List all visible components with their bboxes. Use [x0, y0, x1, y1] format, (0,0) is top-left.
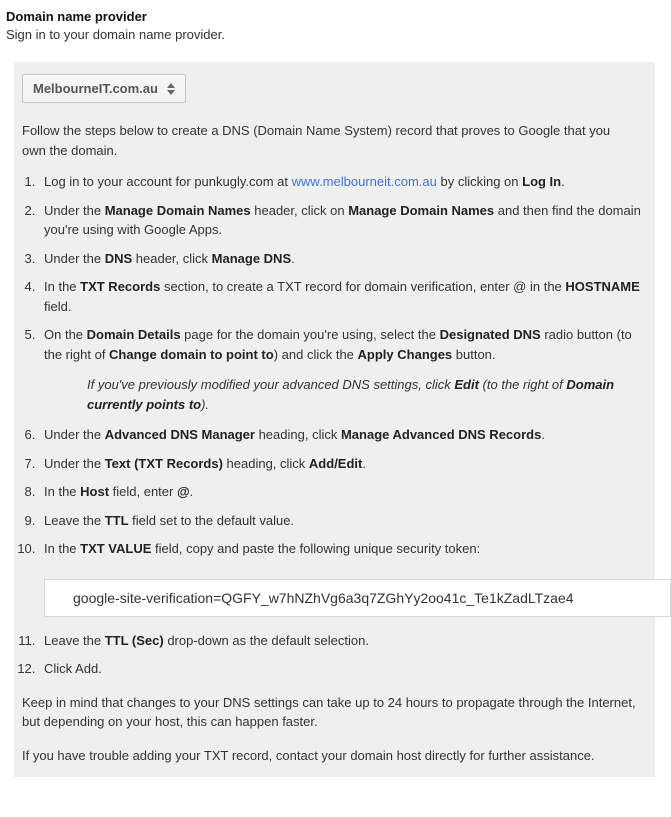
provider-select[interactable] [22, 74, 186, 103]
emphasis-text: Add/Edit [308, 455, 363, 471]
emphasis-text: Designated DNS [439, 327, 541, 342]
emphasis-text: Advanced DNS Manager [104, 427, 255, 442]
page-title: Domain name provider [6, 9, 147, 24]
emphasis-text: Domain Details [86, 327, 181, 342]
instruction-step: 4. In the TXT Records section, to create a TXT record for domain verification, enter @ in the HOSTNAME field. [39, 277, 647, 316]
instructions-intro: Follow the steps below to create a DNS (Domain Name System) record that proves to Google that you own the domain. [22, 123, 611, 158]
emphasis-text: Edit [454, 377, 479, 392]
select-spinner-icon [167, 83, 175, 95]
emphasis-text: (to the right of [478, 377, 567, 392]
provider-link[interactable]: www.melbourneit.com.au [291, 174, 437, 189]
emphasis-text: Text (TXT Records) [104, 455, 223, 471]
emphasis-text: @ [176, 484, 190, 499]
emphasis-text: Manage Advanced DNS Records [340, 427, 542, 442]
emphasis-text: Domain currently points to [87, 377, 615, 412]
instruction-step: 6. Under the Advanced DNS Manager heading, click Manage Advanced DNS Records. [39, 425, 647, 445]
instruction-step: 1. Log in to your account for punkugly.com at www.melbourneit.com.au by clicking on Log In. [39, 172, 647, 192]
emphasis-text: Change domain to point to [109, 346, 274, 362]
outro-propagation-note: Keep in mind that changes to your DNS settings can take up to 24 hours to propagate through the Internet, but depending on your host, this can happen faster. [22, 694, 636, 729]
instruction-step: 7. Under the Text (TXT Records) heading, click Add/Edit. [39, 454, 647, 474]
instruction-step: 3. Under the DNS header, click Manage DNS. [39, 249, 647, 269]
emphasis-text: Manage Domain Names [348, 202, 495, 218]
emphasis-text: DNS [104, 250, 133, 266]
instruction-step: 11. Leave the TTL (Sec) drop-down as the default selection. [39, 631, 647, 651]
verification-token: google-site-verification=QGFY_w7hNZhVg6a3q7ZGhYy2oo41c_Te1kZadLTzae4 [73, 589, 574, 606]
emphasis-text: Log In [522, 174, 562, 189]
verification-token-box[interactable] [44, 579, 671, 617]
instruction-step: 8. In the Host field, enter @. [39, 482, 647, 502]
emphasis-text: HOSTNAME [565, 279, 640, 294]
provider-select-value: MelbourneIT.com.au [33, 81, 158, 96]
instruction-list [22, 172, 647, 679]
advanced-dns-note [87, 375, 647, 414]
instruction-step: 5. On the Domain Details page for the domain you're using, select the Designated DNS radio button (to the right of Change domain to point to) and click the Apply Changes button. If you've previously modified your advanced DNS settings, click Edit (to the right of Domain currently points to). [39, 325, 647, 414]
instruction-step: 9. Leave the TTL field set to the default value. [39, 511, 647, 531]
emphasis-text: If you've previously modified your advanced DNS settings, click [87, 377, 455, 392]
emphasis-text: TXT Records [80, 279, 161, 294]
emphasis-text: Manage Domain Names [104, 202, 251, 218]
emphasis-text: TTL (Sec) [104, 632, 164, 648]
instruction-step: 2. Under the Manage Domain Names header, click on Manage Domain Names and then find the domain you're using with Google Apps. [39, 201, 647, 240]
provider-instructions-panel [14, 62, 655, 777]
instruction-step: 12. Click Add. [39, 659, 647, 679]
instruction-step: 10. In the TXT VALUE field, copy and paste the following unique security token: google-site-verification=QGFY_w7hNZhVg6a3q7ZGhYy2oo41c_Te1kZadLTzae4 [39, 539, 647, 617]
emphasis-text: Manage DNS [211, 250, 292, 266]
emphasis-text: TTL [104, 512, 129, 528]
emphasis-text: Host [80, 484, 110, 499]
page-subtitle: Sign in to your domain name provider. [6, 27, 225, 42]
outro-support-note: If you have trouble adding your TXT record, contact your domain host directly for further assistance. [22, 747, 595, 763]
emphasis-text: TXT VALUE [80, 541, 152, 556]
emphasis-text: ). [201, 396, 210, 412]
header [0, 0, 671, 44]
emphasis-text: Apply Changes [357, 346, 453, 362]
